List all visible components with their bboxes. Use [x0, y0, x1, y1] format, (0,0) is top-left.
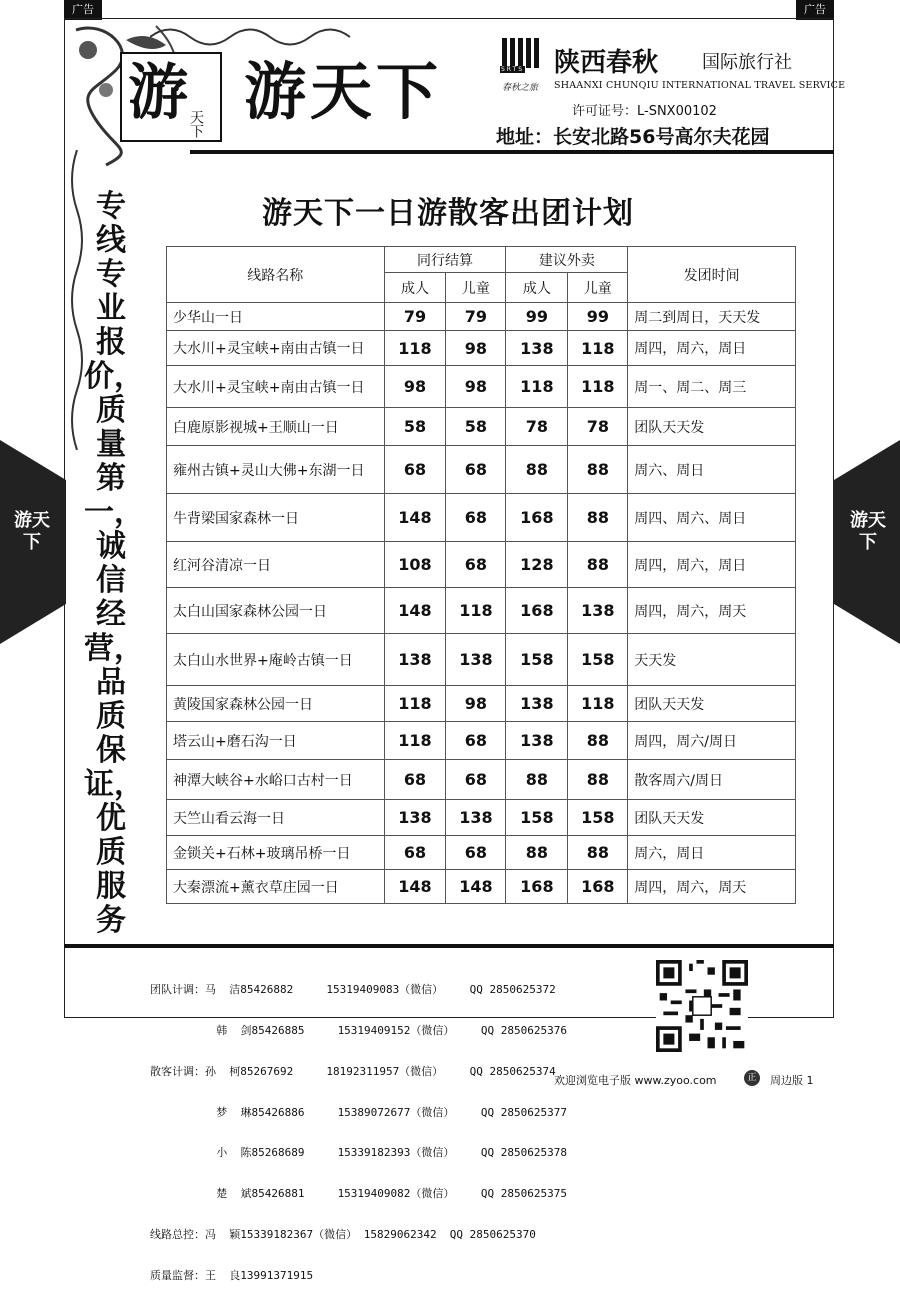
agency-logo-caption: 春秋之旅 — [502, 83, 539, 93]
price-cell: 68 — [384, 836, 446, 870]
agency-license: 许可证号：L-SNX00102 — [572, 104, 717, 119]
price-cell: 158 — [568, 634, 628, 686]
route-name-cell: 大水川+灵宝峡+南由古镇一日 — [167, 366, 385, 408]
route-rows — [167, 303, 796, 904]
table-row — [167, 686, 796, 722]
schedule-cell: 周六，周日 — [628, 836, 796, 870]
qr-code-icon — [656, 960, 748, 1052]
price-cell: 88 — [568, 760, 628, 800]
price-cell: 68 — [384, 446, 446, 494]
route-name-cell: 太白山国家森林公园一日 — [167, 588, 385, 634]
table-row — [167, 446, 796, 494]
price-cell: 98 — [384, 366, 446, 408]
table-row — [167, 408, 796, 446]
schedule-cell: 团队天天发 — [628, 800, 796, 836]
price-cell: 98 — [446, 366, 506, 408]
price-cell: 118 — [384, 331, 446, 366]
route-name-cell: 太白山水世界+庵岭古镇一日 — [167, 634, 385, 686]
price-cell: 68 — [384, 760, 446, 800]
side-flag-right-text: 游天下 — [850, 510, 886, 553]
route-name-cell: 大秦漂流+薰衣草庄园一日 — [167, 870, 385, 904]
contact-line: 线路总控：冯 颖15339182367（微信） 15829062342 QQ 2850625370 — [150, 1227, 536, 1241]
price-cell: 98 — [446, 686, 506, 722]
table-row — [167, 870, 796, 904]
price-cell: 78 — [506, 408, 568, 446]
price-cell: 99 — [506, 303, 568, 331]
footer-text: 欢迎浏览电子版 www.zyoo.com — [554, 1074, 717, 1087]
schedule-cell: 周四，周六/周日 — [628, 722, 796, 760]
brand-logo-box — [120, 52, 222, 142]
price-cell: 168 — [506, 494, 568, 542]
table-row — [167, 760, 796, 800]
corner-ad-tab-right: 广告 — [796, 0, 834, 20]
footer-badge: 正 — [744, 1070, 760, 1086]
route-price-table — [166, 246, 796, 904]
table-row — [167, 800, 796, 836]
contact-line: 质量监督：王 良13991371915 — [150, 1268, 314, 1282]
price-cell: 88 — [568, 722, 628, 760]
route-name-cell: 天竺山看云海一日 — [167, 800, 385, 836]
header-retail-adult: 成人 — [506, 273, 568, 303]
agency-address: 地址：长安北路56号高尔夫花园 — [496, 126, 770, 148]
header-divider — [190, 150, 834, 154]
contact-line: 梦 琳85426886 15389072677（微信） QQ 2850625377 — [150, 1105, 567, 1119]
price-cell: 148 — [384, 494, 446, 542]
vertical-slogan: 专线专业报价，质量第一，诚信经营，品质保证，优质服务 — [84, 189, 144, 938]
price-cell: 79 — [384, 303, 446, 331]
brand-box-sub: 天下 — [188, 110, 204, 138]
agency-name-en: SHAANXI CHUNQIU INTERNATIONAL TRAVEL SERVICE — [554, 80, 846, 91]
header-schedule: 发团时间 — [628, 247, 796, 303]
price-cell: 88 — [568, 446, 628, 494]
agency-name-cn: 陕西春秋 — [554, 48, 659, 78]
price-cell: 88 — [506, 760, 568, 800]
side-flag-left-text: 游天下 — [14, 510, 50, 553]
table-row — [167, 303, 796, 331]
contact-line: 小 陈85268689 15339182393（微信） QQ 2850625378 — [150, 1146, 567, 1160]
header-trade-adult: 成人 — [384, 273, 446, 303]
schedule-cell: 周四，周六，周日 — [628, 542, 796, 588]
price-cell: 138 — [384, 800, 446, 836]
price-cell: 148 — [384, 870, 446, 904]
price-cell: 79 — [446, 303, 506, 331]
table-row — [167, 722, 796, 760]
schedule-cell: 天天发 — [628, 634, 796, 686]
price-cell: 118 — [568, 366, 628, 408]
route-name-cell: 神潭大峡谷+水峪口古村一日 — [167, 760, 385, 800]
price-cell: 148 — [384, 588, 446, 634]
price-cell: 88 — [568, 836, 628, 870]
table-row — [167, 634, 796, 686]
header-route: 线路名称 — [167, 247, 385, 303]
plan-title: 游天下一日游散客出团计划 — [262, 196, 634, 231]
price-cell: 68 — [446, 446, 506, 494]
header-trade-child: 儿童 — [446, 273, 506, 303]
price-cell: 68 — [446, 836, 506, 870]
agency-name-suffix: 国际旅行社 — [702, 52, 792, 73]
corner-ad-tab-left: 广告 — [64, 0, 102, 20]
price-cell: 58 — [384, 408, 446, 446]
table-row — [167, 331, 796, 366]
price-cell: 118 — [446, 588, 506, 634]
price-cell: 118 — [568, 686, 628, 722]
price-cell: 138 — [506, 686, 568, 722]
contact-line: 楚 斌85426881 15319409082（微信） QQ 2850625375 — [150, 1187, 567, 1201]
price-cell: 148 — [446, 870, 506, 904]
footer-edition: 周边版 1 — [770, 1074, 814, 1087]
price-cell: 158 — [506, 800, 568, 836]
price-cell: 138 — [506, 722, 568, 760]
vine-ornament-icon — [66, 150, 88, 450]
route-name-cell: 白鹿原影视城+王顺山一日 — [167, 408, 385, 446]
schedule-cell: 周四，周六，周天 — [628, 870, 796, 904]
schedule-cell: 团队天天发 — [628, 686, 796, 722]
table-row — [167, 494, 796, 542]
price-cell: 88 — [568, 542, 628, 588]
table-row — [167, 836, 796, 870]
price-cell: 138 — [446, 634, 506, 686]
contact-line: 散客计调：孙 柯85267692 18192311957（微信） QQ 2850625374 — [150, 1064, 556, 1078]
header-trade: 同行结算 — [384, 247, 506, 273]
route-name-cell: 牛背梁国家森林一日 — [167, 494, 385, 542]
price-cell: 168 — [506, 588, 568, 634]
price-cell: 98 — [446, 331, 506, 366]
price-cell: 118 — [506, 366, 568, 408]
contact-line: 团队计调：马 洁85426882 15319409083（微信） QQ 2850625372 — [150, 983, 556, 997]
price-cell: 88 — [506, 446, 568, 494]
price-cell: 88 — [568, 494, 628, 542]
route-name-cell: 少华山一日 — [167, 303, 385, 331]
price-cell: 138 — [568, 588, 628, 634]
route-name-cell: 大水川+灵宝峡+南由古镇一日 — [167, 331, 385, 366]
price-cell: 118 — [384, 722, 446, 760]
price-cell: 128 — [506, 542, 568, 588]
price-cell: 158 — [506, 634, 568, 686]
table-row — [167, 366, 796, 408]
table-row — [167, 588, 796, 634]
price-cell: 68 — [446, 722, 506, 760]
price-cell: 99 — [568, 303, 628, 331]
price-cell: 168 — [568, 870, 628, 904]
schedule-cell: 周一、周二、周三 — [628, 366, 796, 408]
price-cell: 118 — [568, 331, 628, 366]
schedule-cell: 周四、周六、周日 — [628, 494, 796, 542]
schedule-cell: 周四，周六，周日 — [628, 331, 796, 366]
price-cell: 168 — [506, 870, 568, 904]
contacts-divider — [64, 944, 834, 948]
route-name-cell: 雍州古镇+灵山大佛+东湖一日 — [167, 446, 385, 494]
route-name-cell: 黄陵国家森林公园一日 — [167, 686, 385, 722]
ornament-swirl-icon — [150, 22, 370, 52]
price-cell: 68 — [446, 542, 506, 588]
table-row — [167, 542, 796, 588]
price-cell: 88 — [506, 836, 568, 870]
schedule-cell: 团队天天发 — [628, 408, 796, 446]
price-cell: 108 — [384, 542, 446, 588]
route-name-cell: 金锁关+石林+玻璃吊桥一日 — [167, 836, 385, 870]
price-cell: 78 — [568, 408, 628, 446]
contact-line: 韩 剑85426885 15319409152（微信） QQ 2850625376 — [150, 1023, 567, 1037]
route-name-cell: 红河谷清凉一日 — [167, 542, 385, 588]
price-cell: 138 — [506, 331, 568, 366]
price-cell: 138 — [384, 634, 446, 686]
schedule-cell: 周四，周六，周天 — [628, 588, 796, 634]
route-name-cell: 塔云山+磨石沟一日 — [167, 722, 385, 760]
price-cell: 68 — [446, 760, 506, 800]
contact-list — [150, 956, 567, 1296]
price-cell: 68 — [446, 494, 506, 542]
schedule-cell: 周六、周日 — [628, 446, 796, 494]
price-cell: 158 — [568, 800, 628, 836]
schedule-cell: 周二到周日，天天发 — [628, 303, 796, 331]
price-cell: 118 — [384, 686, 446, 722]
agency-logo-letters: SRTS — [501, 66, 525, 73]
brand-box-char: 游 — [128, 58, 188, 128]
header-retail: 建议外卖 — [506, 247, 628, 273]
price-cell: 138 — [446, 800, 506, 836]
header-retail-child: 儿童 — [568, 273, 628, 303]
price-cell: 58 — [446, 408, 506, 446]
brand-title: 游天下 — [244, 55, 443, 128]
schedule-cell: 散客周六/周日 — [628, 760, 796, 800]
